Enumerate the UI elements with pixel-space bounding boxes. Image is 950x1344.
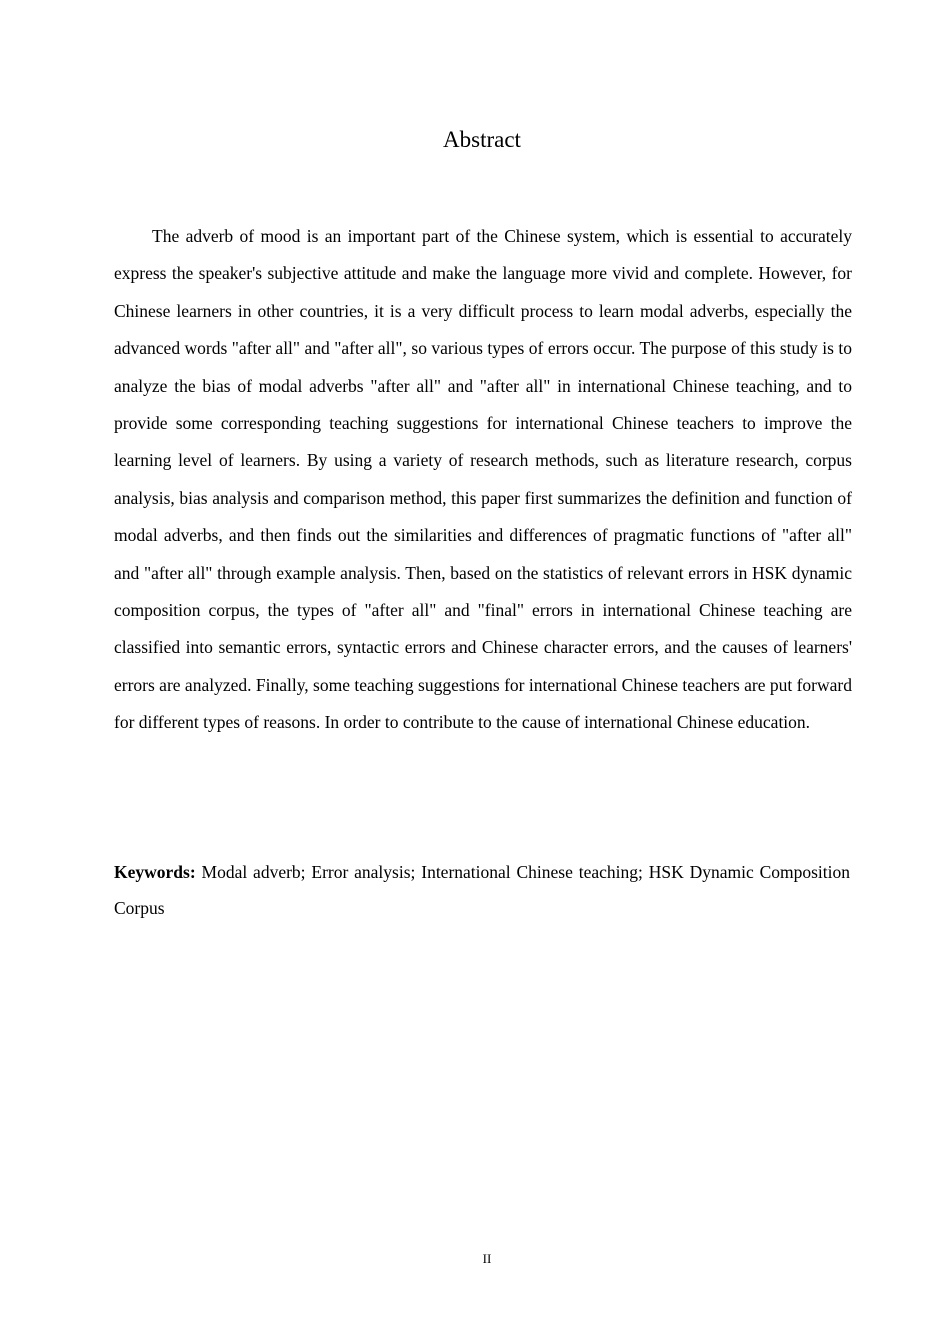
abstract-body: The adverb of mood is an important part of the Chinese system, which is essential to accurately express the speaker's subjective attitude and make the language more vivid and complete. However, for Chinese learners in other countries, it is a very difficult process to learn modal adverbs, especially the advanced words "after all" and "after all", so various types of errors occur. The purpose of this study is to analyze the bias of modal adverbs "after all" and "after all" in international Chinese teaching, and to provide some corresponding teaching suggestions for international Chinese teachers to improve the learning level of learners. By using a variety of research methods, such as literature research, corpus analysis, bias analysis and comparison method, this paper first summarizes the definition and function of modal adverbs, and then finds out the similarities and differences of pragmatic functions of "after all" and "after all" through example analysis. Then, based on the statistics of relevant errors in HSK dynamic composition corpus, the types of "after all" and "final" errors in international Chinese teaching are classified into semantic errors, syntactic errors and Chinese character errors, and the causes of learners' errors are analyzed. Finally, some teaching suggestions for international Chinese teachers are put forward for different types of reasons. In order to contribute to the cause of international Chinese education. xyxy=(114,226,852,733)
keywords-label: Keywords: xyxy=(114,862,196,882)
keywords-paragraph xyxy=(114,854,850,926)
abstract-title: Abstract xyxy=(443,127,521,152)
keywords-text: Modal adverb; Error analysis; International Chinese teaching; HSK Dynamic Composition Corpus xyxy=(114,862,851,918)
page-number: II xyxy=(482,1251,492,1266)
